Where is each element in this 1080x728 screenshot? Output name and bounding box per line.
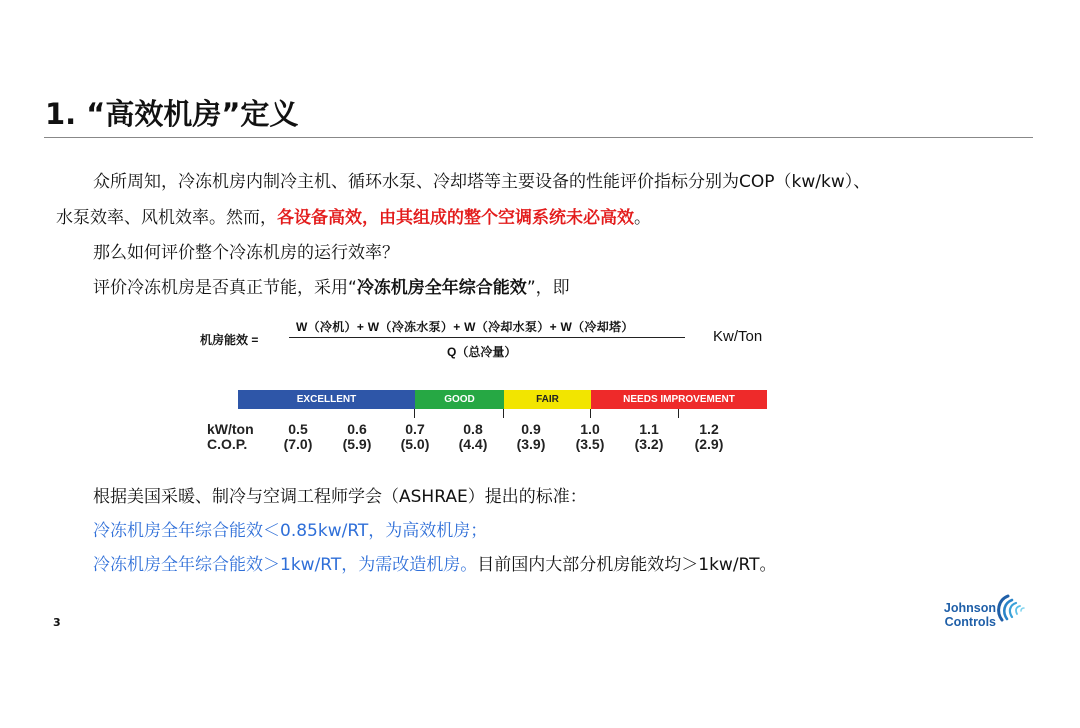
- paragraph-line-2: [56, 203, 651, 228]
- formula-unit: Kw/Ton: [713, 328, 763, 345]
- scale-tick: [678, 409, 679, 418]
- formula-denominator: Q（总冷量）: [447, 345, 517, 359]
- page-number: 3: [53, 616, 61, 629]
- method-bold: 冷冻机房全年综合能效: [356, 278, 527, 298]
- efficiency-scale-bar: [238, 390, 767, 409]
- title-divider: [44, 137, 1033, 138]
- paragraph-question: 那么如何评价整个冷冻机房的运行效率？: [93, 243, 399, 263]
- kw-value: 1.2: [699, 421, 719, 437]
- cop-value: (5.0): [400, 436, 430, 452]
- cop-value: (3.2): [634, 436, 664, 452]
- logo-swirl-icon: [994, 592, 1028, 626]
- paragraph-line-2-prefix: 水泵效率、风机效率。然而，: [56, 208, 277, 228]
- formula-label: 机房能效 =: [200, 333, 259, 347]
- scale-segment-excellent: EXCELLENT: [238, 390, 415, 409]
- formula-numerator: W（冷机）+ W（冷冻水泵）+ W（冷却水泵）+ W（冷却塔）: [296, 320, 634, 334]
- standard-needs-retrofit: [93, 550, 777, 575]
- kw-value: 1.1: [639, 421, 659, 437]
- kw-value: 1.0: [580, 421, 600, 437]
- slide-title: 1. “高效机房”定义: [45, 97, 299, 131]
- logo-line-2: Controls: [944, 615, 996, 629]
- paragraph-line-1: 众所周知，冷冻机房内制冷主机、循环水泵、冷却塔等主要设备的性能评价指标分别为COP（kw/kw）、: [93, 172, 871, 192]
- paragraph-method: [93, 273, 570, 298]
- cop-value: (4.4): [458, 436, 488, 452]
- scale-segment-good: GOOD: [415, 390, 504, 409]
- scale-tick: [414, 409, 415, 418]
- kw-value: 0.9: [521, 421, 541, 437]
- scale-tick: [503, 409, 504, 418]
- standard-high-efficiency: 冷冻机房全年综合能效＜0.85kw/RT，为高效机房；: [93, 521, 488, 541]
- paragraph-line-2-suffix: 。: [634, 208, 651, 228]
- kw-value: 0.5: [288, 421, 308, 437]
- cop-value: (5.9): [342, 436, 372, 452]
- formula-fraction-line: [289, 337, 685, 338]
- method-suffix: ”，即: [526, 278, 570, 298]
- cop-value: (7.0): [283, 436, 313, 452]
- retrofit-black-text: 目前国内大部分机房能效均＞1kw/RT。: [477, 555, 777, 575]
- kw-value: 0.7: [405, 421, 425, 437]
- logo-wordmark: [928, 601, 996, 629]
- method-prefix: 评价冷冻机房是否真正节能，采用“: [93, 278, 357, 298]
- scale-ticks: [238, 409, 767, 419]
- cop-value: (3.5): [575, 436, 605, 452]
- highlight-red-text: 各设备高效，由其组成的整个空调系统未必高效: [277, 208, 634, 228]
- kw-value: 0.6: [347, 421, 367, 437]
- logo-line-1: Johnson: [943, 601, 996, 615]
- scale-segment-fair: FAIR: [504, 390, 591, 409]
- cop-value: (2.9): [694, 436, 724, 452]
- kw-value: 0.8: [463, 421, 483, 437]
- johnson-controls-logo: [928, 590, 1028, 630]
- cop-value: (3.9): [516, 436, 546, 452]
- scale-segment-needs-improvement: NEEDS IMPROVEMENT: [591, 390, 767, 409]
- kw-ton-row-label: kW/ton: [207, 421, 254, 437]
- ashrae-intro: 根据美国采暖、制冷与空调工程师学会（ASHRAE）提出的标准：: [93, 487, 587, 507]
- scale-tick: [590, 409, 591, 418]
- retrofit-blue-text: 冷冻机房全年综合能效＞1kw/RT，为需改造机房。: [93, 555, 478, 575]
- cop-row-label: C.O.P.: [207, 436, 248, 452]
